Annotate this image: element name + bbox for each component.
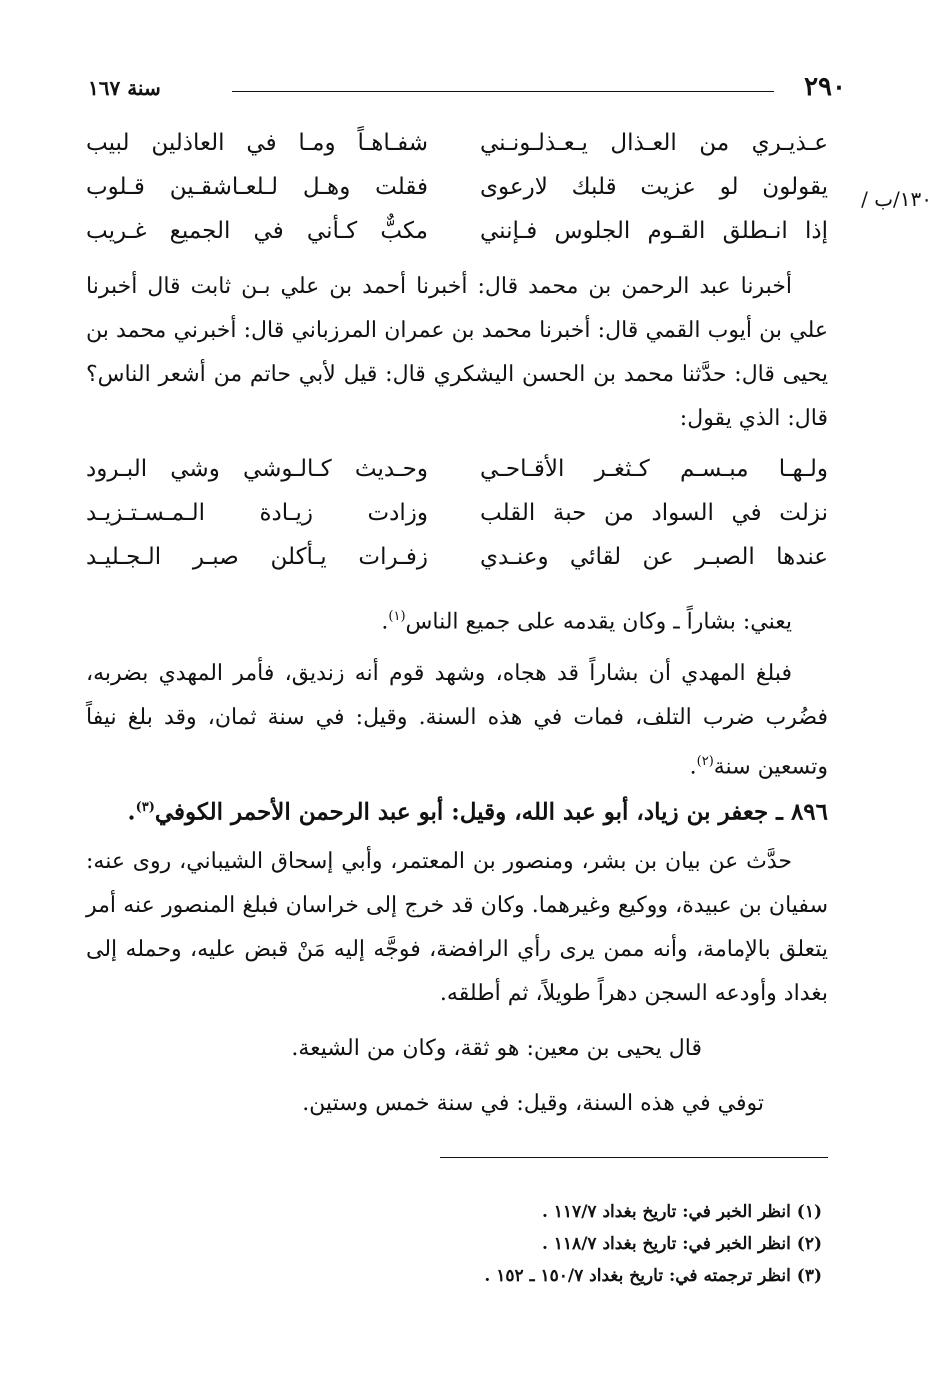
heading-text: ٨٩٦ ـ جعفر بن زياد، أبو عبد الله، وقيل: أبو عبد الرحمن الأحمر الكوفي [154, 798, 828, 826]
running-head-year: سنة ١٦٧ [88, 76, 161, 100]
paragraph-end: . [689, 754, 697, 780]
hemistich-first: إذا انـطلق القـوم الجلوس فـإنني [480, 218, 828, 244]
poem-2 [86, 456, 828, 588]
explanation-paragraph [86, 595, 828, 644]
biography-paragraph: حدَّث عن بيان بن بشر، ومنصور بن المعتمر، وأبي إسحاق الشيباني، روى عنه: سفيان بن عبيدة، ووكيع وغيرهما. وكان قد خرج إلى خراسان فبلغ المنصور عنه أمر يتعلق بالإمامة، وأنه ممن يرى رأي الرافضة، فوجَّه إليه مَنْ قبض عليه، وحمله إلى بغداد وأودعه السجن دهراً طويلاً، ثم أطلقه. [86, 849, 828, 1006]
verse [86, 544, 828, 588]
verse [86, 130, 828, 174]
paragraph-text: يعني: بشاراً ـ وكان يقدمه على جميع الناس [405, 609, 792, 635]
hemistich-first: عـذيـري من العـذال يـعـذلـونـني [480, 130, 828, 156]
footnote-ref: (٣) [135, 800, 155, 815]
header-rule [232, 91, 774, 92]
death-text: توفي في هذه السنة، وقيل: في سنة خمس وستين. [302, 1091, 764, 1116]
poem-1 [86, 130, 828, 262]
verse [86, 174, 828, 218]
footnote-separator [440, 1157, 828, 1158]
hemistich-second: مكبٌّ كـأني في الجميع غـريب [86, 218, 428, 244]
verse [86, 500, 828, 544]
paragraph-text: فبلغ المهدي أن بشاراً قد هجاه، وشهد قوم أنه زنديق، فأمر المهدي بضربه، فضُرب ضرب التلف، فمات في هذه السنة. وقيل: في سنة ثمان، وقد بلغ نيفاً وتسعين سنة [86, 661, 828, 780]
narrative-paragraph [86, 652, 828, 789]
heading-end: . [127, 798, 136, 826]
hemistich-first: يقولون لو عزيت قلبك لارعوى [480, 174, 828, 200]
death-line [86, 1082, 828, 1126]
verse [86, 456, 828, 500]
hemistich-second: زفـرات يـأكلن صبـر الـجـليـد [86, 544, 428, 570]
isnad-paragraph: أخبرنا عبد الرحمن بن محمد قال: أخبرنا أحمد بن علي بـن ثابت قال أخبرنا علي بن أيوب القمي قال: أخبرنا محمد بن عمران المرزباني قال: أخبرني محمد بن يحيى قال: حدَّثنا محمد بن الحسن اليشكري قال: قيل لأبي حاتم من أشعر الناس؟ قال: الذي يقول: [86, 274, 828, 431]
page-number: ٢٩٠ [804, 72, 846, 102]
footnote-ref: (١) [388, 609, 406, 624]
hemistich-second: وزادت زيـادة الـمـسـتـزيـد [86, 500, 428, 526]
evaluation-line [86, 1027, 766, 1071]
page-header [82, 72, 846, 106]
footnote-1: (١) انظر الخبر في: تاريخ بغداد ١١٧/٧ . [541, 1202, 822, 1222]
hemistich-first: نزلت في السواد من حبة القلب [480, 500, 828, 526]
footnote-ref: (٢) [696, 754, 714, 769]
verse [86, 218, 828, 262]
hemistich-first: عندها الصبـر عن لقائي وعنـدي [480, 544, 828, 570]
hemistich-second: فقلت وهـل لـلعـاشقـين قـلوب [86, 174, 428, 200]
footnotes [222, 1196, 822, 1292]
footnote-3: (٣) انظر ترجمته في: تاريخ بغداد ١٥٠/٧ ـ ١٥٢ . [484, 1266, 822, 1286]
biography-heading [86, 788, 828, 833]
paragraph-end: . [381, 609, 389, 635]
hemistich-first: ولـهـا مبـسـم كـثغـر الأقـاحـي [480, 456, 828, 482]
hemistich-second: وحـديث كـالـوشي وشي البـرود [86, 456, 428, 482]
manuscript-folio-note: ١٣٠/ب / [861, 187, 932, 211]
evaluation-text: قال يحيى بن معين: هو ثقة، وكان من الشيعة. [291, 1036, 702, 1061]
footnote-2: (٢) انظر الخبر في: تاريخ بغداد ١١٨/٧ . [541, 1234, 822, 1254]
hemistich-second: شفـاهـاً ومـا في العاذلين لبيب [86, 130, 428, 156]
